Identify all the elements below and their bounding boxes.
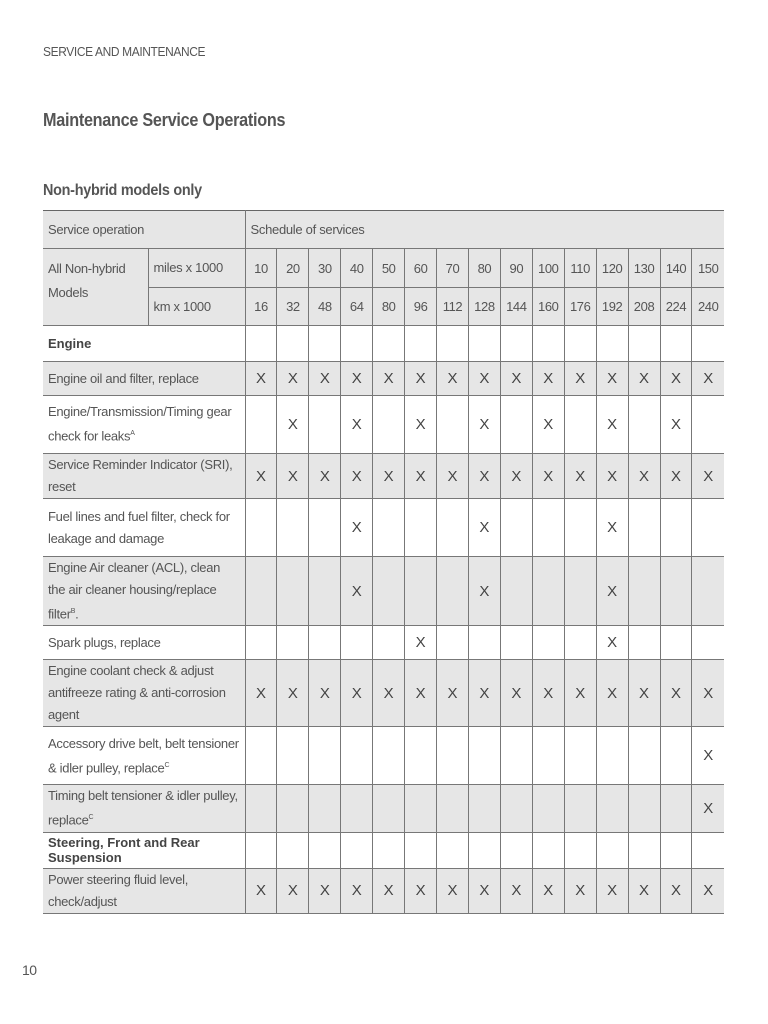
service-mark-cell: X [277,660,309,727]
service-mark-cell: X [468,557,500,626]
km-label: km x 1000 [148,288,245,326]
empty-cell [660,727,692,785]
empty-cell [596,727,628,785]
empty-cell [245,557,277,626]
empty-cell [437,832,469,868]
empty-cell [500,626,532,660]
empty-cell [532,326,564,362]
empty-cell [373,785,405,832]
empty-cell [532,727,564,785]
service-mark-cell: X [341,454,373,499]
empty-cell [437,626,469,660]
service-mark-cell: X [245,362,277,396]
service-mark-cell: X [437,868,469,913]
empty-cell [500,499,532,557]
service-mark-cell: X [437,454,469,499]
service-mark-cell: X [532,454,564,499]
empty-cell [532,499,564,557]
empty-cell [405,832,437,868]
service-mark-cell: X [500,362,532,396]
empty-cell [628,557,660,626]
empty-cell [660,499,692,557]
service-mark-cell: X [309,660,341,727]
service-operation-label: Accessory drive belt, belt tensioner & idler pulley, replace [48,735,239,775]
service-mark-cell: X [437,660,469,727]
service-operation-cell [43,396,245,454]
schedule-header: Schedule of services [245,211,724,249]
service-operation-label: Spark plugs, replace [48,634,161,650]
empty-cell [437,499,469,557]
empty-cell [692,396,724,454]
service-mark-cell: X [468,499,500,557]
miles-interval-cell: 80 [468,249,500,288]
service-mark-cell: X [245,660,277,727]
service-mark-cell: X [373,454,405,499]
miles-interval-cell: 140 [660,249,692,288]
service-mark-cell: X [468,362,500,396]
service-mark-cell: X [500,868,532,913]
table-row [43,868,724,913]
empty-cell [660,832,692,868]
empty-cell [405,557,437,626]
empty-cell [628,326,660,362]
service-mark-cell: X [660,396,692,454]
service-mark-cell: X [660,868,692,913]
empty-cell [468,626,500,660]
service-operation-label: Engine oil and filter, replace [48,370,199,386]
service-mark-cell: X [596,362,628,396]
table-header-row [43,211,724,249]
service-mark-cell: X [596,660,628,727]
empty-cell [692,832,724,868]
empty-cell [405,727,437,785]
empty-cell [437,557,469,626]
section-heading: Steering, Front and Rear Suspension [43,832,245,868]
table-row [43,626,724,660]
service-mark-cell: X [341,499,373,557]
footnote-marker: C [164,761,170,769]
table-row [43,396,724,454]
table-row [43,454,724,499]
table-subtitle: Non-hybrid models only [43,182,202,199]
service-mark-cell: X [692,785,724,832]
service-operation-label: Timing belt tensioner & idler pulley, replace [48,788,238,828]
miles-interval-cell: 100 [532,249,564,288]
miles-interval-cell: 120 [596,249,628,288]
empty-cell [373,832,405,868]
service-mark-cell: X [405,868,437,913]
empty-cell [468,785,500,832]
service-mark-cell: X [628,868,660,913]
service-mark-cell: X [692,868,724,913]
service-mark-cell: X [532,396,564,454]
miles-interval-cell: 60 [405,249,437,288]
empty-cell [628,727,660,785]
km-interval-cell: 32 [277,288,309,326]
service-operation-cell [43,785,245,832]
empty-cell [309,626,341,660]
empty-cell [341,785,373,832]
service-mark-cell: X [564,454,596,499]
empty-cell [437,326,469,362]
miles-interval-cell: 150 [692,249,724,288]
miles-interval-cell: 20 [277,249,309,288]
service-operation-cell [43,660,245,727]
service-mark-cell: X [277,454,309,499]
empty-cell [373,727,405,785]
empty-cell [660,785,692,832]
empty-cell [277,785,309,832]
km-interval-cell: 96 [405,288,437,326]
km-interval-cell: 64 [341,288,373,326]
service-operation-label: Engine Air cleaner (ACL), clean the air cleaner housing/replace filter [48,560,221,622]
empty-cell [500,326,532,362]
empty-cell [341,326,373,362]
km-interval-cell: 48 [309,288,341,326]
km-interval-cell: 144 [500,288,532,326]
km-interval-cell: 16 [245,288,277,326]
empty-cell [373,499,405,557]
empty-cell [628,832,660,868]
service-mark-cell: X [564,660,596,727]
empty-cell [660,626,692,660]
service-mark-cell: X [341,660,373,727]
km-interval-cell: 208 [628,288,660,326]
empty-cell [628,499,660,557]
km-interval-cell: 240 [692,288,724,326]
service-mark-cell: X [660,660,692,727]
empty-cell [245,396,277,454]
empty-cell [468,727,500,785]
footnote-marker: A [130,430,135,438]
empty-cell [245,785,277,832]
empty-cell [277,832,309,868]
empty-cell [405,785,437,832]
empty-cell [405,499,437,557]
empty-cell [245,832,277,868]
empty-cell [309,499,341,557]
service-mark-cell: X [309,362,341,396]
empty-cell [341,727,373,785]
service-mark-cell: X [373,660,405,727]
service-mark-cell: X [596,454,628,499]
empty-cell [564,832,596,868]
miles-interval-cell: 50 [373,249,405,288]
empty-cell [309,785,341,832]
table-row [43,660,724,727]
service-mark-cell: X [245,454,277,499]
service-mark-cell: X [277,396,309,454]
empty-cell [373,626,405,660]
km-interval-cell: 160 [532,288,564,326]
service-mark-cell: X [500,660,532,727]
service-mark-cell: X [277,868,309,913]
service-mark-cell: X [692,362,724,396]
empty-cell [309,326,341,362]
service-operation-cell [43,727,245,785]
empty-cell [532,626,564,660]
empty-cell [277,727,309,785]
empty-cell [532,785,564,832]
service-operation-cell [43,557,245,626]
miles-row [43,249,724,288]
service-operation-cell [43,454,245,499]
empty-cell [660,557,692,626]
empty-cell [309,727,341,785]
empty-cell [277,499,309,557]
table-row [43,785,724,832]
empty-cell [341,626,373,660]
service-mark-cell: X [437,362,469,396]
footnote-marker: C [88,814,94,822]
service-mark-cell: X [596,626,628,660]
miles-interval-cell: 40 [341,249,373,288]
empty-cell [309,557,341,626]
service-mark-cell: X [692,454,724,499]
empty-cell [660,326,692,362]
empty-cell [564,785,596,832]
section-heading: Engine [43,326,245,362]
km-interval-cell: 192 [596,288,628,326]
empty-cell [373,396,405,454]
section-heading-row [43,832,724,868]
running-header: SERVICE AND MAINTENANCE [43,44,206,59]
service-mark-cell: X [628,660,660,727]
service-mark-cell: X [596,557,628,626]
empty-cell [373,326,405,362]
service-mark-cell: X [468,868,500,913]
service-mark-cell: X [405,626,437,660]
service-mark-cell: X [373,362,405,396]
empty-cell [628,626,660,660]
miles-interval-cell: 90 [500,249,532,288]
miles-interval-cell: 10 [245,249,277,288]
section-heading-row [43,326,724,362]
km-interval-cell: 176 [564,288,596,326]
empty-cell [500,785,532,832]
models-label: All Non-hybrid Models [43,249,148,326]
empty-cell [692,326,724,362]
empty-cell [468,832,500,868]
service-mark-cell: X [341,557,373,626]
service-mark-cell: X [468,454,500,499]
empty-cell [596,326,628,362]
service-operation-label: Engine/Transmission/Timing gear check for leaks [48,404,232,444]
service-mark-cell: X [373,868,405,913]
miles-interval-cell: 70 [437,249,469,288]
empty-cell [500,832,532,868]
km-interval-cell: 80 [373,288,405,326]
service-mark-cell: X [596,396,628,454]
empty-cell [564,557,596,626]
service-mark-cell: X [309,868,341,913]
footnote-marker: B [70,608,76,615]
km-interval-cell: 224 [660,288,692,326]
empty-cell [437,727,469,785]
empty-cell [692,499,724,557]
service-operation-label: Power steering fluid level, check/adjust [48,871,189,909]
empty-cell [277,626,309,660]
empty-cell [564,326,596,362]
maintenance-schedule-table [43,210,724,914]
service-mark-cell: X [532,660,564,727]
service-operation-label: Service Reminder Indicator (SRI), reset [48,457,233,494]
service-mark-cell: X [341,868,373,913]
service-operation-cell [43,868,245,913]
service-mark-cell: X [628,454,660,499]
empty-cell [245,499,277,557]
service-mark-cell: X [405,396,437,454]
empty-cell [564,499,596,557]
service-mark-cell: X [596,499,628,557]
service-mark-cell: X [468,396,500,454]
page-number: 10 [22,962,37,978]
schedule-table-body [43,211,724,914]
service-mark-cell: X [564,868,596,913]
empty-cell [437,785,469,832]
empty-cell [405,326,437,362]
empty-cell [277,557,309,626]
service-mark-cell: X [532,868,564,913]
miles-label: miles x 1000 [148,249,245,288]
empty-cell [596,785,628,832]
service-mark-cell: X [405,660,437,727]
empty-cell [500,727,532,785]
page-title: Maintenance Service Operations [43,110,286,130]
service-operation-header: Service operation [43,211,245,249]
empty-cell [309,396,341,454]
empty-cell [245,626,277,660]
empty-cell [468,326,500,362]
miles-interval-cell: 130 [628,249,660,288]
service-mark-cell: X [564,362,596,396]
miles-interval-cell: 110 [564,249,596,288]
service-mark-cell: X [532,362,564,396]
empty-cell [245,326,277,362]
table-row [43,557,724,626]
empty-cell [596,832,628,868]
service-mark-cell: X [277,362,309,396]
service-mark-cell: X [500,454,532,499]
table-row [43,362,724,396]
service-mark-cell: X [660,362,692,396]
service-operation-cell [43,626,245,660]
empty-cell [628,396,660,454]
empty-cell [500,557,532,626]
service-mark-cell: X [341,396,373,454]
km-interval-cell: 128 [468,288,500,326]
empty-cell [245,727,277,785]
empty-cell [500,396,532,454]
service-mark-cell: X [309,454,341,499]
empty-cell [341,832,373,868]
miles-interval-cell: 30 [309,249,341,288]
empty-cell [437,396,469,454]
table-row [43,499,724,557]
service-mark-cell: X [692,660,724,727]
service-mark-cell: X [692,727,724,785]
empty-cell [532,557,564,626]
empty-cell [628,785,660,832]
empty-cell [564,396,596,454]
service-mark-cell: X [245,868,277,913]
service-mark-cell: X [405,454,437,499]
empty-cell [373,557,405,626]
service-mark-cell: X [341,362,373,396]
empty-cell [564,727,596,785]
service-mark-cell: X [660,454,692,499]
empty-cell [277,326,309,362]
service-mark-cell: X [628,362,660,396]
service-operation-cell [43,362,245,396]
service-mark-cell: X [405,362,437,396]
empty-cell [692,626,724,660]
empty-cell [692,557,724,626]
service-mark-cell: X [596,868,628,913]
label-suffix: . [75,606,79,622]
service-operation-label: Fuel lines and fuel filter, check for leakage and damage [48,508,230,546]
service-mark-cell: X [468,660,500,727]
empty-cell [564,626,596,660]
service-operation-cell [43,499,245,557]
empty-cell [532,832,564,868]
service-operation-label: Engine coolant check & adjust antifreeze rating & anti-corrosion agent [48,663,226,723]
km-interval-cell: 112 [437,288,469,326]
empty-cell [309,832,341,868]
table-row [43,727,724,785]
